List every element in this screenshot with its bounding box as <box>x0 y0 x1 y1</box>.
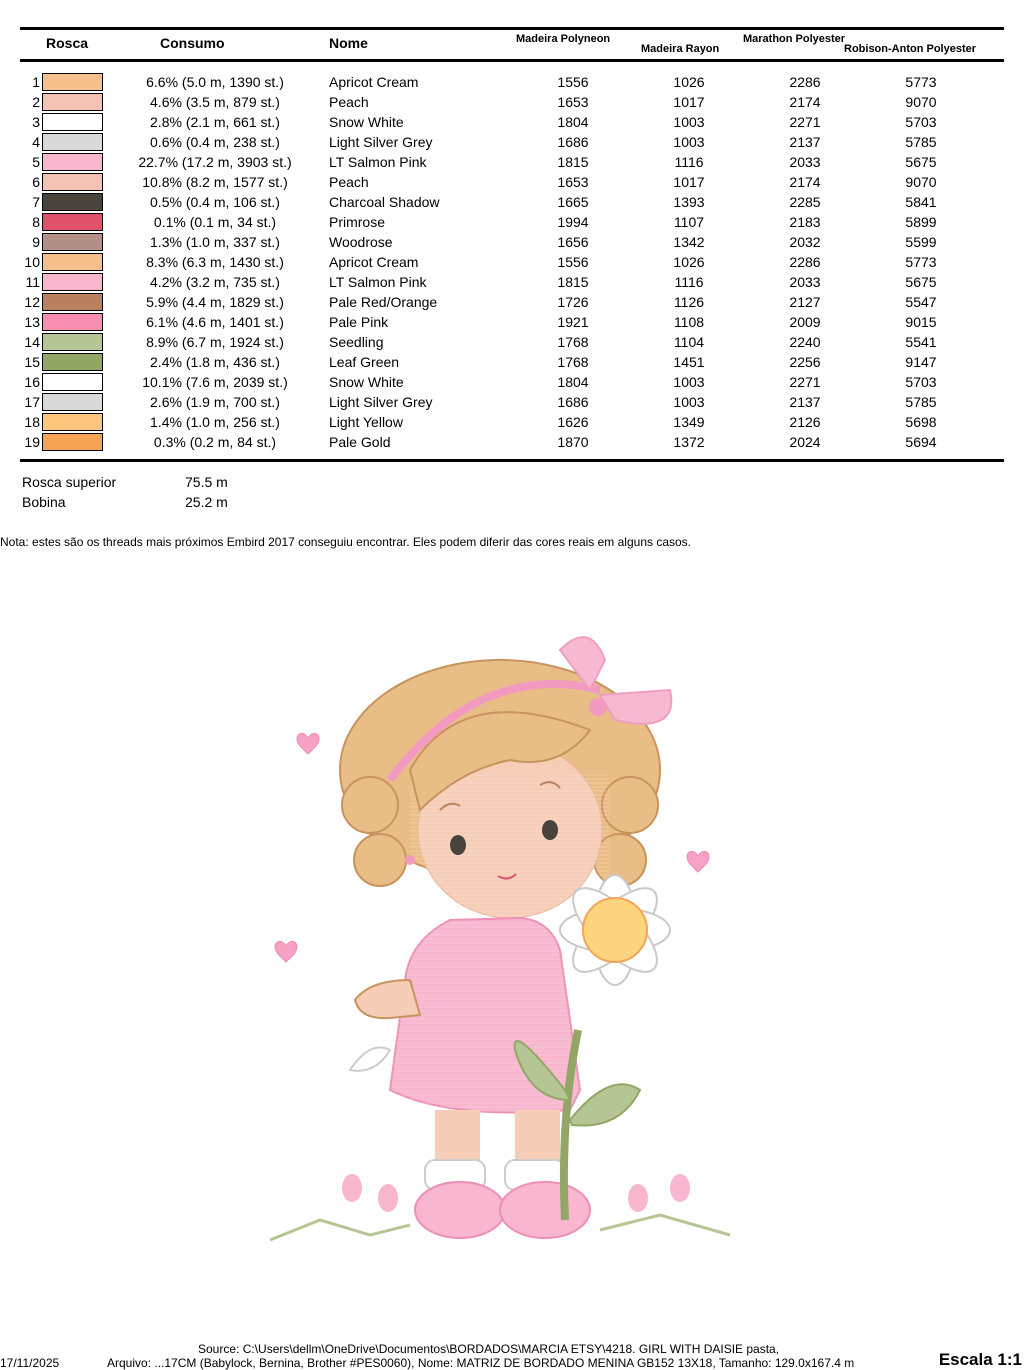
consumption: 0.5% (0.4 m, 106 st.) <box>150 194 280 210</box>
robison-anton-code: 5599 <box>905 234 937 250</box>
header-bottom-rule <box>20 59 1004 62</box>
madeira-rayon-code: 1003 <box>673 394 705 410</box>
madeira-polyneon-code: 1656 <box>557 234 589 250</box>
table-row <box>0 192 1024 212</box>
robison-anton-code: 5698 <box>905 414 937 430</box>
robison-anton-code: 9070 <box>905 94 937 110</box>
table-bottom-rule <box>20 459 1004 462</box>
header-madeira-polyneon: Madeira Polyneon <box>516 33 611 45</box>
consumption: 2.6% (1.9 m, 700 st.) <box>150 394 280 410</box>
color-swatch <box>42 153 103 171</box>
consumption: 4.6% (3.5 m, 879 st.) <box>150 94 280 110</box>
header-madeira-rayon: Madeira Rayon <box>641 43 720 55</box>
madeira-polyneon-code: 1921 <box>557 314 589 330</box>
robison-anton-code: 5675 <box>905 154 937 170</box>
consumption: 10.1% (7.6 m, 2039 st.) <box>142 374 288 390</box>
thread-number: 15 <box>24 354 40 370</box>
color-swatch <box>42 93 103 111</box>
thread-number: 3 <box>32 114 40 130</box>
madeira-polyneon-code: 1768 <box>557 334 589 350</box>
consumption: 8.9% (6.7 m, 1924 st.) <box>146 334 284 350</box>
scale-label: Escala 1:1 <box>938 1350 1022 1369</box>
consumption: 10.8% (8.2 m, 1577 st.) <box>142 174 288 190</box>
thread-number: 17 <box>24 394 40 410</box>
color-swatch <box>42 213 103 231</box>
thread-number: 18 <box>24 414 40 430</box>
marathon-polyester-code: 2286 <box>789 254 821 270</box>
color-swatch <box>42 313 103 331</box>
color-swatch <box>42 413 103 431</box>
madeira-rayon-code: 1349 <box>673 414 705 430</box>
table-row <box>0 232 1024 252</box>
table-row <box>0 152 1024 172</box>
marathon-polyester-code: 2009 <box>789 314 821 330</box>
header-marathon-polyester: Marathon Polyester <box>743 33 846 45</box>
thread-number: 7 <box>32 194 40 210</box>
madeira-rayon-code: 1026 <box>673 254 705 270</box>
color-swatch <box>42 333 103 351</box>
thread-number: 1 <box>32 74 40 90</box>
thread-number: 6 <box>32 174 40 190</box>
marathon-polyester-code: 2285 <box>789 194 821 210</box>
madeira-polyneon-code: 1994 <box>557 214 589 230</box>
robison-anton-code: 9070 <box>905 174 937 190</box>
madeira-rayon-code: 1017 <box>673 94 705 110</box>
table-row <box>0 112 1024 132</box>
marathon-polyester-code: 2271 <box>789 114 821 130</box>
table-row <box>0 132 1024 152</box>
thread-name: Peach <box>329 174 369 190</box>
robison-anton-code: 5841 <box>905 194 937 210</box>
robison-anton-code: 5703 <box>905 374 937 390</box>
consumption: 0.6% (0.4 m, 238 st.) <box>150 134 280 150</box>
robison-anton-code: 9147 <box>905 354 937 370</box>
consumption: 1.4% (1.0 m, 256 st.) <box>150 414 280 430</box>
consumption: 0.1% (0.1 m, 34 st.) <box>153 214 277 230</box>
marathon-polyester-code: 2286 <box>789 74 821 90</box>
marathon-polyester-code: 2256 <box>789 354 821 370</box>
table-row <box>0 92 1024 112</box>
madeira-rayon-code: 1107 <box>673 214 705 230</box>
color-swatch <box>42 393 103 411</box>
consumption: 2.4% (1.8 m, 436 st.) <box>150 354 280 370</box>
color-swatch <box>42 233 103 251</box>
marathon-polyester-code: 2032 <box>789 234 821 250</box>
total-top-thread-value: 75.5 m <box>185 474 228 490</box>
thread-name: Pale Gold <box>329 434 391 450</box>
thread-name: Seedling <box>329 334 384 350</box>
madeira-rayon-code: 1003 <box>673 114 705 130</box>
consumption: 1.3% (1.0 m, 337 st.) <box>150 234 280 250</box>
table-row <box>0 332 1024 352</box>
robison-anton-code: 9015 <box>905 314 937 330</box>
robison-anton-code: 5785 <box>905 134 937 150</box>
thread-name: Light Silver Grey <box>329 394 433 410</box>
table-row <box>0 72 1024 92</box>
madeira-rayon-code: 1116 <box>674 154 704 170</box>
consumption: 2.8% (2.1 m, 661 st.) <box>150 114 280 130</box>
girl-with-daisy-illustration <box>260 620 740 1260</box>
thread-name: LT Salmon Pink <box>329 274 427 290</box>
thread-name: Peach <box>329 94 369 110</box>
marathon-polyester-code: 2137 <box>789 134 821 150</box>
table-row <box>0 272 1024 292</box>
thread-number: 19 <box>24 434 40 450</box>
thread-number: 8 <box>32 214 40 230</box>
thread-name: Woodrose <box>329 234 393 250</box>
color-swatch <box>42 133 103 151</box>
color-swatch <box>42 193 103 211</box>
table-top-rule <box>20 27 1004 30</box>
thread-name: Leaf Green <box>329 354 400 370</box>
consumption: 8.3% (6.3 m, 1430 st.) <box>146 254 284 270</box>
thread-number: 13 <box>24 314 40 330</box>
total-top-thread-label: Rosca superior <box>22 474 117 490</box>
thread-number: 5 <box>32 154 40 170</box>
consumption: 6.1% (4.6 m, 1401 st.) <box>146 314 284 330</box>
madeira-rayon-code: 1017 <box>673 174 705 190</box>
madeira-polyneon-code: 1804 <box>557 374 589 390</box>
thread-number: 11 <box>25 274 40 290</box>
table-row <box>0 212 1024 232</box>
madeira-rayon-code: 1003 <box>673 134 705 150</box>
thread-name: Apricot Cream <box>329 254 419 270</box>
color-swatch <box>42 273 103 291</box>
madeira-rayon-code: 1026 <box>673 74 705 90</box>
thread-name: Light Yellow <box>329 414 403 430</box>
table-row <box>0 172 1024 192</box>
madeira-polyneon-code: 1815 <box>557 154 589 170</box>
thread-name: Apricot Cream <box>329 74 419 90</box>
madeira-rayon-code: 1104 <box>673 334 705 350</box>
color-swatch <box>42 433 103 451</box>
robison-anton-code: 5541 <box>905 334 937 350</box>
marathon-polyester-code: 2183 <box>789 214 821 230</box>
marathon-polyester-code: 2137 <box>789 394 821 410</box>
madeira-polyneon-code: 1686 <box>557 394 589 410</box>
robison-anton-code: 5694 <box>905 434 937 450</box>
robison-anton-code: 5773 <box>905 74 937 90</box>
color-swatch <box>42 173 103 191</box>
thread-name: Light Silver Grey <box>329 134 433 150</box>
thread-number: 10 <box>24 254 40 270</box>
madeira-rayon-code: 1003 <box>673 374 705 390</box>
thread-name: Snow White <box>329 374 404 390</box>
madeira-polyneon-code: 1815 <box>557 274 589 290</box>
madeira-rayon-code: 1451 <box>673 354 705 370</box>
marathon-polyester-code: 2126 <box>789 414 821 430</box>
madeira-polyneon-code: 1556 <box>557 74 589 90</box>
marathon-polyester-code: 2174 <box>789 94 821 110</box>
header-rosca: Rosca <box>46 35 89 51</box>
table-row <box>0 412 1024 432</box>
consumption: 6.6% (5.0 m, 1390 st.) <box>146 74 284 90</box>
thread-name: Snow White <box>329 114 404 130</box>
color-swatch <box>42 73 103 91</box>
total-bobbin-label: Bobina <box>22 494 66 510</box>
madeira-polyneon-code: 1726 <box>557 294 589 310</box>
thread-number: 2 <box>32 94 40 110</box>
madeira-rayon-code: 1393 <box>673 194 705 210</box>
madeira-polyneon-code: 1665 <box>557 194 589 210</box>
madeira-rayon-code: 1342 <box>673 234 705 250</box>
madeira-rayon-code: 1126 <box>673 294 705 310</box>
footer-source: Source: C:\Users\dellm\OneDrive\Documentos\BORDADOS\MARCIA ETSY\4218. GIRL WITH DAISIE pasta, <box>198 1342 780 1356</box>
robison-anton-code: 5773 <box>905 254 937 270</box>
marathon-polyester-code: 2024 <box>789 434 821 450</box>
thread-number: 9 <box>32 234 40 250</box>
consumption: 0.3% (0.2 m, 84 st.) <box>153 434 277 450</box>
thread-note: Nota: estes são os threads mais próximos Embird 2017 conseguiu encontrar. Eles podem diferir das cores reais em alguns casos. <box>0 535 692 549</box>
footer-file-info: Arquivo: ...17CM (Babylock, Bernina, Brother #PES0060), Nome: MATRIZ DE BORDADO MENINA GB152 13X18, Tamanho: 129.0x167.4 m <box>107 1356 855 1370</box>
marathon-polyester-code: 2127 <box>789 294 821 310</box>
madeira-polyneon-code: 1870 <box>557 434 589 450</box>
marathon-polyester-code: 2174 <box>789 174 821 190</box>
madeira-polyneon-code: 1653 <box>557 174 589 190</box>
table-row <box>0 372 1024 392</box>
madeira-polyneon-code: 1556 <box>557 254 589 270</box>
color-swatch <box>42 293 103 311</box>
consumption: 4.2% (3.2 m, 735 st.) <box>150 274 280 290</box>
color-swatch <box>42 113 103 131</box>
color-swatch <box>42 353 103 371</box>
consumption: 5.9% (4.4 m, 1829 st.) <box>146 294 284 310</box>
madeira-rayon-code: 1372 <box>673 434 705 450</box>
header-consumo: Consumo <box>160 35 225 51</box>
table-row <box>0 432 1024 452</box>
thread-name: Primrose <box>329 214 386 230</box>
madeira-polyneon-code: 1768 <box>557 354 589 370</box>
marathon-polyester-code: 2240 <box>789 334 821 350</box>
madeira-rayon-code: 1116 <box>674 274 704 290</box>
marathon-polyester-code: 2033 <box>789 274 821 290</box>
thread-number: 4 <box>32 134 40 150</box>
table-row <box>0 252 1024 272</box>
thread-name: Pale Pink <box>329 314 389 330</box>
madeira-polyneon-code: 1653 <box>557 94 589 110</box>
total-bobbin-value: 25.2 m <box>185 494 228 510</box>
madeira-polyneon-code: 1686 <box>557 134 589 150</box>
table-row <box>0 292 1024 312</box>
color-swatch <box>42 253 103 271</box>
table-row <box>0 352 1024 372</box>
embroidery-design-preview <box>260 620 740 1260</box>
madeira-rayon-code: 1108 <box>673 314 705 330</box>
robison-anton-code: 5675 <box>905 274 937 290</box>
robison-anton-code: 5703 <box>905 114 937 130</box>
thread-number: 14 <box>24 334 40 350</box>
thread-name: Charcoal Shadow <box>329 194 440 210</box>
header-robison-anton-polyester: Robison-Anton Polyester <box>844 43 977 55</box>
robison-anton-code: 5899 <box>905 214 937 230</box>
table-row <box>0 392 1024 412</box>
consumption: 22.7% (17.2 m, 3903 st.) <box>138 154 292 170</box>
marathon-polyester-code: 2271 <box>789 374 821 390</box>
thread-name: Pale Red/Orange <box>329 294 438 310</box>
thread-number: 16 <box>24 374 40 390</box>
robison-anton-code: 5785 <box>905 394 937 410</box>
marathon-polyester-code: 2033 <box>789 154 821 170</box>
robison-anton-code: 5547 <box>905 294 937 310</box>
thread-number: 12 <box>24 294 40 310</box>
table-row <box>0 312 1024 332</box>
header-nome: Nome <box>329 35 368 51</box>
color-swatch <box>42 373 103 391</box>
footer-date: 17/11/2025 <box>0 1356 60 1370</box>
madeira-polyneon-code: 1626 <box>557 414 589 430</box>
thread-name: LT Salmon Pink <box>329 154 427 170</box>
madeira-polyneon-code: 1804 <box>557 114 589 130</box>
